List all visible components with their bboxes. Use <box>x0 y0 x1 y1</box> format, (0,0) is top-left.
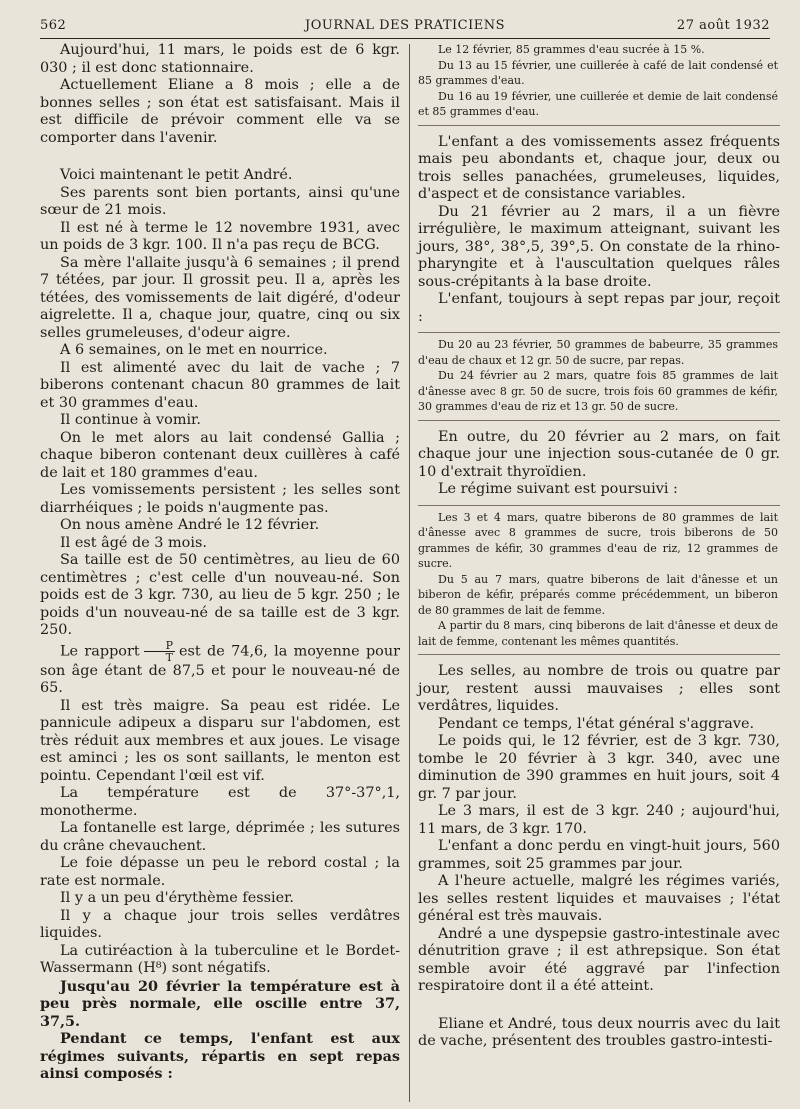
ratio-rest: est de 74,6, la moyenne pour son âge étant de 87,5 et pour le nouveau-né de 65. <box>40 643 400 696</box>
paragraph: Le 3 mars, il est de 3 kgr. 240 ; aujourd'hui, 11 mars, de 3 kgr. 170. <box>418 803 780 837</box>
regimen-block-3 <box>418 505 780 656</box>
paragraph: La fontanelle est large, déprimée ; les sutures du crâne chevauchent. <box>40 820 400 854</box>
regimen-block-2 <box>418 332 780 421</box>
section-gap <box>418 996 780 1016</box>
regimen-item: Les 3 et 4 mars, quatre biberons de 80 grammes de lait d'ânesse avec 8 grammes de sucre, trois biberons de 50 grammes de kéfir, 30 grammes d'eau de riz, 12 grammes de sucre. <box>418 510 778 570</box>
paragraph: L'enfant, toujours à sept repas par jour, reçoit : <box>418 291 780 325</box>
paragraph: On le met alors au lait condensé Gallia ; chaque biberon contenant deux cuillères à café de lait et 180 grammes d'eau. <box>40 429 400 481</box>
paragraph: Le poids qui, le 12 février, est de 3 kgr. 730, tombe le 20 février à 3 kgr. 340, avec une diminution de 390 grammes en huit jours, soit 4 gr. 7 par jour. <box>418 733 780 802</box>
paragraph: Sa mère l'allaite jusqu'à 6 semaines ; il prend 7 tétées, par jour. Il grossit peu. Il a, après les tétées, des vomissements de lait digéré, d'odeur aigrelette. Il a, chaque jour, quatre, cinq ou six selles grumeleuses, d'odeur aigre. <box>40 254 400 341</box>
paragraph: En outre, du 20 février au 2 mars, on fait chaque jour une injection sous-cutanée de 0 gr. 10 d'extrait thyroïdien. <box>418 428 780 480</box>
regimen-item: A partir du 8 mars, cinq biberons de lait d'ânesse et deux de lait de femme, contenant les mêmes quantités. <box>418 619 778 648</box>
regimen-item: Le 12 février, 85 grammes d'eau sucrée à 15 %. <box>438 43 705 56</box>
section-gap <box>418 421 780 429</box>
regimen-item: Du 13 au 15 février, une cuillerée à café de lait condensé et 85 grammes d'eau. <box>418 58 778 87</box>
paragraph: Il y a un peu d'érythème fessier. <box>60 890 295 906</box>
paragraph: Les vomissements persistent ; les selles sont diarrhéiques ; le poids n'augmente pas. <box>40 482 400 516</box>
regimen-item: Du 20 au 23 février, 50 grammes de babeurre, 35 grammes d'eau de chaux et 12 gr. 50 de sucre, par repas. <box>418 338 778 367</box>
section-gap <box>418 126 780 134</box>
paragraph: Il est très maigre. Sa peau est ridée. Le pannicule adipeux a disparu sur l'abdomen, est très réduit aux membres et aux joues. Le visage est aminci ; les os sont saillants, le menton est pointu. Cependant l'œil est vif. <box>40 697 400 784</box>
column-divider <box>409 44 410 1102</box>
paragraph: Pendant ce temps, l'enfant est aux régimes suivants, répartis en sept repas ainsi composés : <box>40 1030 400 1082</box>
paragraph: Ses parents sont bien portants, ainsi qu'une sœur de 21 mois. <box>40 184 400 218</box>
section-gap <box>40 147 400 167</box>
paragraph: L'enfant a donc perdu en vingt-huit jours, 560 grammes, soit 25 grammes par jour. <box>418 838 780 872</box>
ratio-paragraph <box>40 640 400 698</box>
paragraph: La température est de 37°-37°,1, monotherme. <box>40 785 400 819</box>
paragraph: Eliane et André, tous deux nourris avec du lait de vache, présentent des troubles gastro-intesti- <box>418 1015 780 1049</box>
fraction-denominator: T <box>165 650 173 664</box>
paragraph: Il y a chaque jour trois selles verdâtres liquides. <box>40 907 400 941</box>
fraction-numerator: P <box>144 640 175 652</box>
paragraph: La cutiréaction à la tuberculine et le Bordet-Wassermann (H⁸) sont négatifs. <box>40 942 400 976</box>
paragraph: Il est alimenté avec du lait de vache ; 7 biberons contenant chacun 80 grammes de lait et 30 grammes d'eau. <box>40 359 400 411</box>
paragraph: André a une dyspepsie gastro-intestinale avec dénutrition grave ; il est athrepsique. Son état semble avoir été aggravé par l'infection respiratoire dont il a été atteint. <box>418 925 780 994</box>
paragraph: Le foie dépasse un peu le rebord costal ; la rate est normale. <box>40 855 400 889</box>
journal-title: JOURNAL DES PRATICIENS <box>305 18 505 33</box>
paragraph: Voici maintenant le petit André. <box>60 167 293 183</box>
regimen-block-1 <box>418 42 780 126</box>
paragraph: Il est âgé de 3 mois. <box>60 534 207 551</box>
ratio-intro: Le rapport <box>60 643 140 659</box>
paragraph: Le régime suivant est poursuivi : <box>438 481 678 497</box>
right-column <box>418 42 780 1051</box>
page-header <box>40 14 770 39</box>
paragraph: On nous amène André le 12 février. <box>60 517 320 533</box>
section-gap <box>418 655 780 663</box>
left-column <box>40 42 400 1083</box>
regimen-item: Du 5 au 7 mars, quatre biberons de lait d'ânesse et un biberon de kéfir, préparés comme précédemment, un biberon de 80 grammes de lait de femme. <box>418 572 778 617</box>
regimen-item: Du 24 février au 2 mars, quatre fois 85 grammes de lait d'ânesse avec 8 gr. 50 de sucre, trois fois 60 grammes de kéfir, 30 grammes d'eau de riz et 13 gr. 50 de sucre. <box>418 369 778 413</box>
paragraph: Il est né à terme le 12 novembre 1931, avec un poids de 3 kgr. 100. Il n'a pas reçu de BCG. <box>40 219 400 253</box>
paragraph: Pendant ce temps, l'état général s'aggrave. <box>438 715 755 732</box>
page-number: 562 <box>40 18 67 33</box>
paragraph: Les selles, au nombre de trois ou quatre par jour, restent aussi mauvaises ; elles sont verdâtres, liquides. <box>418 663 780 714</box>
paragraph: Actuellement Eliane a 8 mois ; elle a de bonnes selles ; son état est satisfaisant. Mais il est difficile de prévoir comment elle va se comporter dans l'avenir. <box>40 77 400 146</box>
paragraph: Du 21 février au 2 mars, il a un fièvre irrégulière, le maximum atteignant, suivant les jours, 38°, 38°,5, 39°,5. On constate de la rhino-pharyngite et à l'auscultation quelques râles sous-crépitants à la base droite. <box>418 203 780 290</box>
regimen-item: Du 16 au 19 février, une cuillerée et demie de lait condensé et 85 grammes d'eau. <box>418 89 778 118</box>
ratio-fraction <box>144 640 175 663</box>
paragraph: Il continue à vomir. <box>60 412 201 428</box>
issue-date: 27 août 1932 <box>676 18 770 33</box>
paragraph: A 6 semaines, on le met en nourrice. <box>60 342 328 358</box>
paragraph: A l'heure actuelle, malgré les régimes variés, les selles restent liquides et mauvaises ; l'état général est très mauvais. <box>418 873 780 924</box>
paragraph: L'enfant a des vomissements assez fréquents mais peu abondants et, chaque jour, deux ou trois selles panachées, grumeleuses, liquides, d'aspect et de consistance variables. <box>418 133 780 202</box>
paragraph: Aujourd'hui, 11 mars, le poids est de 6 kgr. 030 ; il est donc stationnaire. <box>40 42 400 76</box>
paragraph: Jusqu'au 20 février la température est à peu près normale, elle oscille entre 37, 37,5. <box>40 977 400 1030</box>
paragraph: Sa taille est de 50 centimètres, au lieu de 60 centimètres ; c'est celle d'un nouveau-né. Son poids est de 3 kgr. 730, au lieu de 5 kgr. 250 ; le poids d'un nouveau-né de sa taille est de 3 kgr. 250. <box>40 552 400 638</box>
